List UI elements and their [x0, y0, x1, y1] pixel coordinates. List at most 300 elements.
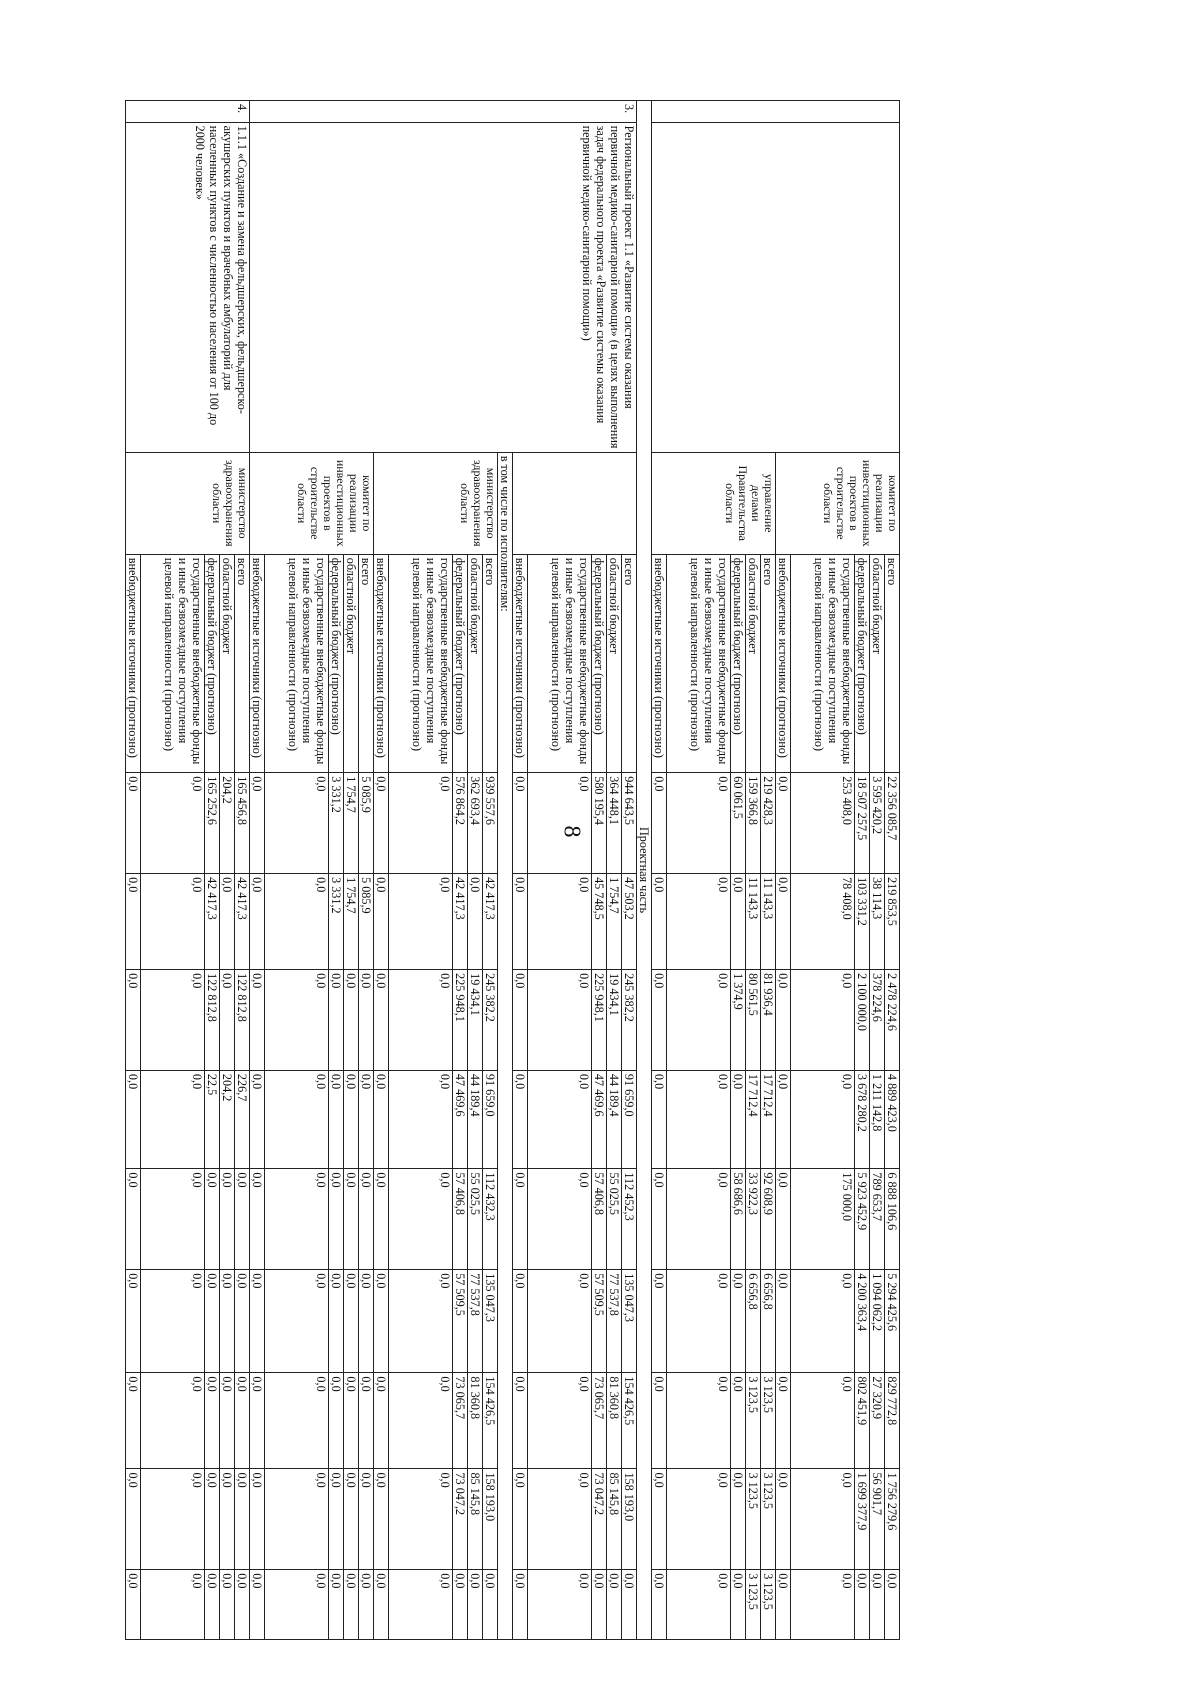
- executor-cell: управление делами Правительства области: [652, 452, 776, 554]
- amount-cell: 829 772,8: [885, 1373, 900, 1469]
- measure-name-cell: 1.1.1 «Создание и замена фельдшерских, фельдшерско-акушерских пунктов и врачебных амбулаторий для населенных пунктов с численностью населения от 100 до 2000 человек»: [126, 122, 250, 452]
- funding-source-cell: государственные внебюджетные фонды и иные безвозмездные поступления целевой направленности (прогнозно): [389, 554, 453, 772]
- amount-cell: 0,0: [483, 1570, 498, 1640]
- amount-cell: 0,0: [731, 1570, 746, 1640]
- funding-source-cell: государственные внебюджетные фонды и иные безвозмездные поступления целевой направленности (прогнозно): [265, 554, 329, 772]
- funding-source-cell: государственные внебюджетные фонды и иные безвозмездные поступления целевой направленности (прогнозно): [667, 554, 731, 772]
- amount-cell: 73 047,2: [453, 1469, 468, 1570]
- amount-cell: 0,0: [374, 773, 389, 874]
- amount-cell: 0,0: [513, 970, 528, 1071]
- funding-table: [125, 100, 900, 1640]
- amount-cell: 60 061,5: [731, 773, 746, 874]
- amount-cell: 0,0: [126, 1270, 141, 1373]
- amount-cell: 0,0: [513, 874, 528, 970]
- amount-cell: 0,0: [667, 1070, 731, 1168]
- amount-cell: 45 748,5: [592, 874, 607, 970]
- amount-cell: 0,0: [528, 1270, 592, 1373]
- amount-cell: 0,0: [126, 1373, 141, 1469]
- amount-cell: 159 366,8: [746, 773, 761, 874]
- funding-source-cell: областной бюджет: [220, 554, 235, 772]
- amount-cell: 0,0: [265, 1570, 329, 1640]
- amount-cell: 3 331,2: [329, 773, 344, 874]
- amount-cell: 0,0: [250, 1169, 265, 1270]
- amount-cell: 0,0: [250, 874, 265, 970]
- amount-cell: 0,0: [235, 1469, 250, 1570]
- amount-cell: 0,0: [389, 773, 453, 874]
- amount-cell: 0,0: [265, 874, 329, 970]
- amount-cell: 0,0: [731, 1070, 746, 1168]
- amount-cell: 0,0: [667, 1469, 731, 1570]
- amount-cell: 0,0: [374, 1570, 389, 1640]
- funding-source-cell: внебюджетные источники (прогнозно): [126, 554, 141, 772]
- amount-cell: 378 224,6: [870, 970, 885, 1071]
- funding-source-cell: федеральный бюджет (прогнозно): [855, 554, 870, 772]
- amount-cell: 253 408,0: [791, 773, 855, 874]
- amount-cell: 0,0: [791, 1373, 855, 1469]
- amount-cell: 85 145,8: [468, 1469, 483, 1570]
- amount-cell: 3 123,5: [746, 1570, 761, 1640]
- amount-cell: 0,0: [776, 874, 791, 970]
- amount-cell: 27 320,9: [870, 1373, 885, 1469]
- amount-cell: 42 417,3: [453, 874, 468, 970]
- executor-cell: [513, 452, 637, 554]
- amount-cell: 0,0: [220, 1373, 235, 1469]
- amount-cell: 3 123,5: [761, 1469, 776, 1570]
- amount-cell: 0,0: [359, 1469, 374, 1570]
- amount-cell: 57 509,5: [592, 1270, 607, 1373]
- amount-cell: 57 406,8: [453, 1169, 468, 1270]
- amount-cell: 0,0: [776, 1469, 791, 1570]
- amount-cell: 944 643,5: [622, 773, 637, 874]
- amount-cell: 4 200 363,4: [855, 1270, 870, 1373]
- amount-cell: 0,0: [359, 1570, 374, 1640]
- amount-cell: 0,0: [528, 773, 592, 874]
- amount-cell: 0,0: [667, 1570, 731, 1640]
- amount-cell: 1 756 279,6: [885, 1469, 900, 1570]
- funding-source-cell: федеральный бюджет (прогнозно): [731, 554, 746, 772]
- amount-cell: 103 331,2: [855, 874, 870, 970]
- amount-cell: 57 406,8: [592, 1169, 607, 1270]
- amount-cell: 154 426,5: [622, 1373, 637, 1469]
- amount-cell: 77 537,8: [607, 1270, 622, 1373]
- amount-cell: 44 189,4: [468, 1070, 483, 1168]
- amount-cell: 0,0: [389, 1169, 453, 1270]
- amount-cell: 0,0: [731, 1469, 746, 1570]
- amount-cell: 0,0: [513, 1270, 528, 1373]
- amount-cell: 0,0: [513, 1373, 528, 1469]
- funding-source-cell: областной бюджет: [344, 554, 359, 772]
- amount-cell: 0,0: [126, 1570, 141, 1640]
- amount-cell: 0,0: [265, 1469, 329, 1570]
- amount-cell: 0,0: [776, 1570, 791, 1640]
- amount-cell: 3 123,5: [761, 1373, 776, 1469]
- amount-cell: 0,0: [141, 1270, 205, 1373]
- amount-cell: 1 754,7: [344, 773, 359, 874]
- amount-cell: 73 047,2: [592, 1469, 607, 1570]
- amount-cell: 11 143,3: [761, 874, 776, 970]
- amount-cell: 0,0: [513, 1469, 528, 1570]
- funding-source-cell: внебюджетные источники (прогнозно): [250, 554, 265, 772]
- amount-cell: 0,0: [513, 1070, 528, 1168]
- amount-cell: 122 812,8: [205, 970, 220, 1071]
- amount-cell: 225 948,1: [592, 970, 607, 1071]
- amount-cell: 81 360,8: [468, 1373, 483, 1469]
- amount-cell: 0,0: [235, 1373, 250, 1469]
- amount-cell: 219 853,5: [885, 874, 900, 970]
- executors-label: в том числе по исполнителям:: [498, 452, 513, 1639]
- amount-cell: 0,0: [235, 1570, 250, 1640]
- amount-cell: 38 114,3: [870, 874, 885, 970]
- amount-cell: 0,0: [468, 1570, 483, 1640]
- amount-cell: 0,0: [205, 1169, 220, 1270]
- amount-cell: 362 693,4: [468, 773, 483, 874]
- amount-cell: 0,0: [265, 773, 329, 874]
- amount-cell: 0,0: [374, 1469, 389, 1570]
- amount-cell: 135 047,3: [483, 1270, 498, 1373]
- funding-source-cell: всего: [761, 554, 776, 772]
- amount-cell: 112 432,3: [483, 1169, 498, 1270]
- amount-cell: 0,0: [652, 1270, 667, 1373]
- amount-cell: 245 382,2: [483, 970, 498, 1071]
- amount-cell: 47 503,2: [622, 874, 637, 970]
- amount-cell: 0,0: [667, 1373, 731, 1469]
- funding-source-cell: государственные внебюджетные фонды и иные безвозмездные поступления целевой направленности (прогнозно): [141, 554, 205, 772]
- amount-cell: 112 452,3: [622, 1169, 637, 1270]
- amount-cell: 0,0: [870, 1570, 885, 1640]
- amount-cell: 0,0: [329, 970, 344, 1071]
- amount-cell: 245 382,2: [622, 970, 637, 1071]
- amount-cell: 0,0: [592, 1570, 607, 1640]
- amount-cell: 0,0: [513, 1570, 528, 1640]
- amount-cell: 0,0: [528, 1570, 592, 1640]
- amount-cell: 135 047,3: [622, 1270, 637, 1373]
- amount-cell: 0,0: [855, 1570, 870, 1640]
- funding-source-cell: федеральный бюджет (прогнозно): [453, 554, 468, 772]
- funding-source-cell: федеральный бюджет (прогнозно): [329, 554, 344, 772]
- amount-cell: 0,0: [329, 1270, 344, 1373]
- amount-cell: 55 025,5: [607, 1169, 622, 1270]
- amount-cell: 0,0: [528, 874, 592, 970]
- amount-cell: 0,0: [791, 1570, 855, 1640]
- funding-source-cell: всего: [359, 554, 374, 772]
- amount-cell: 364 448,1: [607, 773, 622, 874]
- amount-cell: 56 901,7: [870, 1469, 885, 1570]
- executor-cell: комитет по реализации инвестиционных проектов в строительстве области: [776, 452, 900, 554]
- amount-cell: 0,0: [359, 1373, 374, 1469]
- amount-cell: 19 434,1: [468, 970, 483, 1071]
- funding-source-cell: областной бюджет: [468, 554, 483, 772]
- amount-cell: 0,0: [250, 970, 265, 1071]
- amount-cell: 0,0: [126, 1169, 141, 1270]
- amount-cell: 1 699 377,9: [855, 1469, 870, 1570]
- amount-cell: 0,0: [329, 1070, 344, 1168]
- amount-cell: 204,2: [220, 773, 235, 874]
- amount-cell: 0,0: [652, 1070, 667, 1168]
- amount-cell: 0,0: [265, 1169, 329, 1270]
- amount-cell: 0,0: [528, 1373, 592, 1469]
- page-number: 8: [558, 825, 585, 838]
- amount-cell: 5 085,9: [359, 773, 374, 874]
- amount-cell: 576 864,2: [453, 773, 468, 874]
- amount-cell: 5 294 425,6: [885, 1270, 900, 1373]
- amount-cell: 18 507 257,5: [855, 773, 870, 874]
- amount-cell: 4 889 423,0: [885, 1070, 900, 1168]
- amount-cell: 0,0: [528, 1169, 592, 1270]
- funding-source-cell: государственные внебюджетные фонды и иные безвозмездные поступления целевой направленности (прогнозно): [791, 554, 855, 772]
- amount-cell: 6 656,8: [761, 1270, 776, 1373]
- funding-source-cell: всего: [483, 554, 498, 772]
- amount-cell: 0,0: [652, 1373, 667, 1469]
- amount-cell: 580 195,4: [592, 773, 607, 874]
- amount-cell: 0,0: [389, 1070, 453, 1168]
- amount-cell: 81 360,8: [607, 1373, 622, 1469]
- amount-cell: 0,0: [141, 1169, 205, 1270]
- amount-cell: 0,0: [389, 1270, 453, 1373]
- funding-source-cell: всего: [885, 554, 900, 772]
- amount-cell: 789 653,7: [870, 1169, 885, 1270]
- amount-cell: 0,0: [667, 773, 731, 874]
- amount-cell: 0,0: [667, 1270, 731, 1373]
- amount-cell: 0,0: [359, 970, 374, 1071]
- amount-cell: 1 374,9: [731, 970, 746, 1071]
- amount-cell: 0,0: [344, 1469, 359, 1570]
- amount-cell: 122 812,8: [235, 970, 250, 1071]
- funding-source-cell: всего: [622, 554, 637, 772]
- row-number-cell: [652, 101, 900, 123]
- measure-name-cell: [652, 122, 900, 452]
- funding-source-cell: федеральный бюджет (прогнозно): [205, 554, 220, 772]
- row-number-cell: 4.: [126, 101, 250, 123]
- executor-cell: министерство здравоохранения области: [374, 452, 498, 554]
- amount-cell: 3 123,5: [746, 1373, 761, 1469]
- amount-cell: 0,0: [667, 1169, 731, 1270]
- amount-cell: 0,0: [220, 1469, 235, 1570]
- amount-cell: 225 948,1: [453, 970, 468, 1071]
- amount-cell: 0,0: [776, 1270, 791, 1373]
- amount-cell: 73 065,7: [592, 1373, 607, 1469]
- amount-cell: 175 000,0: [791, 1169, 855, 1270]
- amount-cell: 0,0: [126, 1070, 141, 1168]
- amount-cell: 0,0: [235, 1169, 250, 1270]
- amount-cell: 92 608,9: [761, 1169, 776, 1270]
- amount-cell: 0,0: [607, 1570, 622, 1640]
- amount-cell: 0,0: [220, 970, 235, 1071]
- amount-cell: 0,0: [389, 874, 453, 970]
- amount-cell: 0,0: [776, 970, 791, 1071]
- amount-cell: 3 678 280,2: [855, 1070, 870, 1168]
- amount-cell: 0,0: [329, 1169, 344, 1270]
- funding-source-cell: областной бюджет: [607, 554, 622, 772]
- amount-cell: 2 100 000,0: [855, 970, 870, 1071]
- funding-source-cell: государственные внебюджетные фонды и иные безвозмездные поступления целевой направленности (прогнозно): [528, 554, 592, 772]
- section-title: Проектная часть: [637, 101, 652, 1640]
- amount-cell: 0,0: [791, 1469, 855, 1570]
- amount-cell: 0,0: [220, 1570, 235, 1640]
- amount-cell: 0,0: [374, 874, 389, 970]
- amount-cell: 3 123,5: [761, 1570, 776, 1640]
- amount-cell: 0,0: [220, 874, 235, 970]
- amount-cell: 91 659,0: [622, 1070, 637, 1168]
- amount-cell: 42 417,3: [235, 874, 250, 970]
- amount-cell: 939 557,6: [483, 773, 498, 874]
- amount-cell: 0,0: [235, 1270, 250, 1373]
- amount-cell: 3 331,2: [329, 874, 344, 970]
- amount-cell: 204,2: [220, 1070, 235, 1168]
- amount-cell: 1 754,7: [607, 874, 622, 970]
- amount-cell: 0,0: [220, 1270, 235, 1373]
- amount-cell: 0,0: [141, 1070, 205, 1168]
- amount-cell: 0,0: [468, 874, 483, 970]
- amount-cell: 0,0: [374, 1070, 389, 1168]
- funding-source-cell: внебюджетные источники (прогнозно): [652, 554, 667, 772]
- amount-cell: 0,0: [652, 874, 667, 970]
- amount-cell: 78 408,0: [791, 874, 855, 970]
- amount-cell: 0,0: [329, 1373, 344, 1469]
- amount-cell: 0,0: [250, 1070, 265, 1168]
- amount-cell: 0,0: [389, 1469, 453, 1570]
- rotated-table-container: [126, 100, 900, 1640]
- amount-cell: 0,0: [791, 1270, 855, 1373]
- amount-cell: 0,0: [344, 1270, 359, 1373]
- amount-cell: 0,0: [513, 1169, 528, 1270]
- amount-cell: 0,0: [731, 874, 746, 970]
- amount-cell: 0,0: [250, 1469, 265, 1570]
- amount-cell: 47 469,6: [592, 1070, 607, 1168]
- section-title-row: [637, 101, 652, 1640]
- amount-cell: 80 561,5: [746, 970, 761, 1071]
- amount-cell: 154 426,5: [483, 1373, 498, 1469]
- amount-cell: 0,0: [389, 1373, 453, 1469]
- amount-cell: 0,0: [374, 970, 389, 1071]
- amount-cell: 0,0: [453, 1570, 468, 1640]
- amount-cell: 1 094 062,2: [870, 1270, 885, 1373]
- funding-source-cell: федеральный бюджет (прогнозно): [592, 554, 607, 772]
- amount-cell: 0,0: [344, 1570, 359, 1640]
- amount-cell: 0,0: [776, 1070, 791, 1168]
- amount-cell: 3 595 420,2: [870, 773, 885, 874]
- amount-cell: 0,0: [652, 1570, 667, 1640]
- amount-cell: 44 189,4: [607, 1070, 622, 1168]
- amount-cell: 17 712,4: [761, 1070, 776, 1168]
- amount-cell: 0,0: [389, 970, 453, 1071]
- amount-cell: 165 456,8: [235, 773, 250, 874]
- amount-cell: 0,0: [329, 1570, 344, 1640]
- amount-cell: 0,0: [265, 970, 329, 1071]
- table-row: [235, 101, 250, 1640]
- amount-cell: 0,0: [126, 970, 141, 1071]
- amount-cell: 5 085,9: [359, 874, 374, 970]
- amount-cell: 0,0: [359, 1270, 374, 1373]
- table-row: [622, 101, 637, 1640]
- funding-source-cell: областной бюджет: [746, 554, 761, 772]
- amount-cell: 0,0: [250, 1270, 265, 1373]
- amount-cell: 0,0: [141, 773, 205, 874]
- amount-cell: 0,0: [667, 970, 731, 1071]
- rotated-table-frame: [126, 100, 900, 1640]
- amount-cell: 0,0: [141, 1469, 205, 1570]
- funding-table-body: [126, 101, 900, 1640]
- amount-cell: 77 537,8: [468, 1270, 483, 1373]
- amount-cell: 0,0: [652, 773, 667, 874]
- amount-cell: 2 478 224,6: [885, 970, 900, 1071]
- executor-cell: комитет по реализации инвестиционных проектов в строительстве области: [250, 452, 374, 554]
- amount-cell: 0,0: [265, 1070, 329, 1168]
- amount-cell: 0,0: [250, 1373, 265, 1469]
- row-number-cell: 3.: [250, 101, 637, 123]
- amount-cell: 0,0: [126, 874, 141, 970]
- amount-cell: 0,0: [126, 773, 141, 874]
- amount-cell: 0,0: [250, 1570, 265, 1640]
- amount-cell: 0,0: [731, 1373, 746, 1469]
- amount-cell: 802 451,9: [855, 1373, 870, 1469]
- amount-cell: 0,0: [205, 1373, 220, 1469]
- amount-cell: 3 123,5: [746, 1469, 761, 1570]
- funding-source-cell: внебюджетные источники (прогнозно): [513, 554, 528, 772]
- amount-cell: 17 712,4: [746, 1070, 761, 1168]
- amount-cell: 22,5: [205, 1070, 220, 1168]
- amount-cell: 0,0: [344, 1169, 359, 1270]
- amount-cell: 226,7: [235, 1070, 250, 1168]
- amount-cell: 0,0: [250, 773, 265, 874]
- amount-cell: 0,0: [652, 1469, 667, 1570]
- amount-cell: 0,0: [359, 1070, 374, 1168]
- amount-cell: 0,0: [622, 1570, 637, 1640]
- amount-cell: 55 025,5: [468, 1169, 483, 1270]
- executor-cell: министерство здравоохранения области: [126, 452, 250, 554]
- measure-name-cell: Региональный проект 1.1 «Развитие системы оказания первичной медико-санитарной помощи» (в целях выполнения задач федерального проекта «Развитие системы оказания первичной медико-санитарной помощи»): [250, 122, 637, 452]
- amount-cell: 0,0: [885, 1570, 900, 1640]
- amount-cell: 0,0: [205, 1270, 220, 1373]
- amount-cell: 0,0: [791, 1070, 855, 1168]
- amount-cell: 85 145,8: [607, 1469, 622, 1570]
- amount-cell: 0,0: [205, 1469, 220, 1570]
- amount-cell: 0,0: [528, 1469, 592, 1570]
- amount-cell: 0,0: [389, 1570, 453, 1640]
- amount-cell: 11 143,3: [746, 874, 761, 970]
- amount-cell: 0,0: [776, 773, 791, 874]
- amount-cell: 0,0: [141, 1373, 205, 1469]
- amount-cell: 6 656,8: [746, 1270, 761, 1373]
- amount-cell: 57 509,5: [453, 1270, 468, 1373]
- amount-cell: 5 923 452,9: [855, 1169, 870, 1270]
- amount-cell: 91 659,0: [483, 1070, 498, 1168]
- amount-cell: 0,0: [776, 1373, 791, 1469]
- amount-cell: 0,0: [329, 1469, 344, 1570]
- amount-cell: 0,0: [374, 1270, 389, 1373]
- funding-source-cell: внебюджетные источники (прогнозно): [776, 554, 791, 772]
- amount-cell: 1 211 142,8: [870, 1070, 885, 1168]
- amount-cell: 0,0: [126, 1469, 141, 1570]
- amount-cell: 0,0: [265, 1270, 329, 1373]
- amount-cell: 42 417,3: [205, 874, 220, 970]
- amount-cell: 81 936,4: [761, 970, 776, 1071]
- amount-cell: 6 888 106,6: [885, 1169, 900, 1270]
- amount-cell: 0,0: [344, 1373, 359, 1469]
- amount-cell: 0,0: [359, 1169, 374, 1270]
- amount-cell: 0,0: [776, 1169, 791, 1270]
- funding-source-cell: областной бюджет: [870, 554, 885, 772]
- amount-cell: 0,0: [528, 1070, 592, 1168]
- amount-cell: 22 356 085,7: [885, 773, 900, 874]
- amount-cell: 47 469,6: [453, 1070, 468, 1168]
- amount-cell: 1 754,7: [344, 874, 359, 970]
- amount-cell: 73 065,7: [453, 1373, 468, 1469]
- funding-source-cell: всего: [235, 554, 250, 772]
- amount-cell: 0,0: [344, 970, 359, 1071]
- amount-cell: 0,0: [205, 1570, 220, 1640]
- amount-cell: 219 428,3: [761, 773, 776, 874]
- amount-cell: 0,0: [667, 874, 731, 970]
